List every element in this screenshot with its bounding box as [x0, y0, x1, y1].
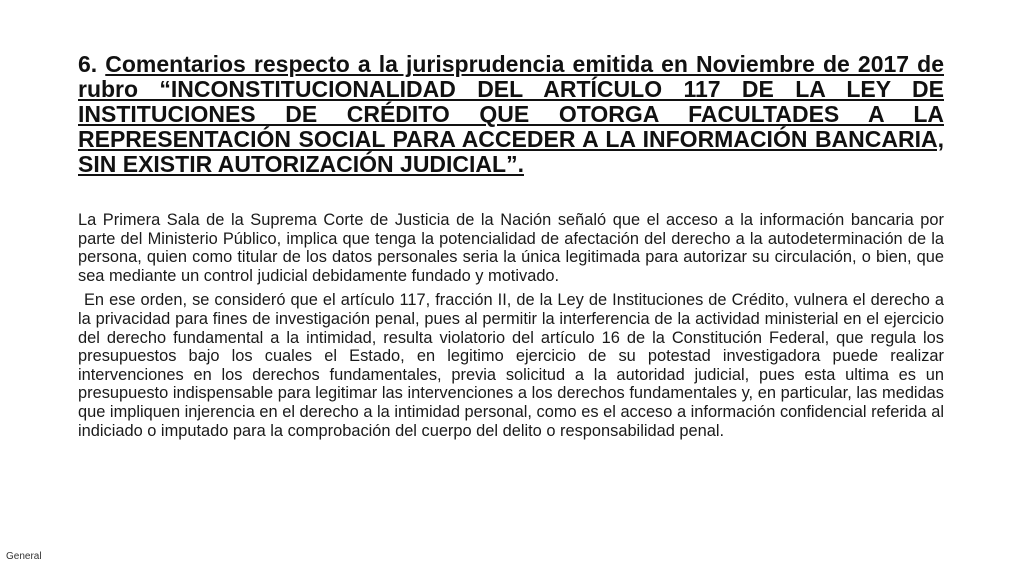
slide-heading — [78, 52, 944, 177]
heading-title: Comentarios respecto a la jurisprudencia emitida en Noviembre de 2017 de rubro “INCONSTITUCIONALIDAD DEL ARTÍCULO 117 DE LA LEY DE INSTITUCIONES DE CRÉDITO QUE OTORGA FACULTADES A LA REPRESENTACIÓN SOCIAL PARA ACCEDER A LA INFORMACIÓN BANCARIA, SIN EXISTIR AUTORIZACIÓN JUDICIAL”. — [78, 51, 944, 177]
body-paragraph-1: La Primera Sala de la Suprema Corte de Justicia de la Nación señaló que el acceso a la información bancaria por parte del Ministerio Público, implica que tenga la potencialidad de afectación del derecho a la autodeterminación de la persona, quien como titular de los datos personales seria la única legitimada para autorizar su circulación, o bien, que sea mediante un control judicial debidamente fundado y motivado. — [78, 211, 944, 285]
slide-content — [78, 52, 944, 440]
heading-number: 6. — [78, 51, 106, 77]
sensitivity-label: General — [6, 551, 42, 562]
body-paragraph-2: En ese orden, se consideró que el artículo 117, fracción II, de la Ley de Instituciones de Crédito, vulnera el derecho a la privacidad para fines de investigación penal, pues al permitir la interferencia de la actividad ministerial en el ejercicio del derecho fundamental a la intimidad, resulta violatorio del artículo 16 de la Constitución Federal, que regula los presupuestos bajo los cuales el Estado, en legitimo ejercicio de su potestad investigadora puede realizar intervenciones en los derechos fundamentales, previa solicitud a la autoridad judicial, pues esta ultima es un presupuesto indispensable para legitimar las intervenciones a los derechos fundamentales y, en particular, las medidas que impliquen injerencia en el derecho a la intimidad personal, como es el acceso a información confidencial referida al indiciado o imputado para la comprobación del cuerpo del delito o responsabilidad penal. — [78, 291, 944, 440]
